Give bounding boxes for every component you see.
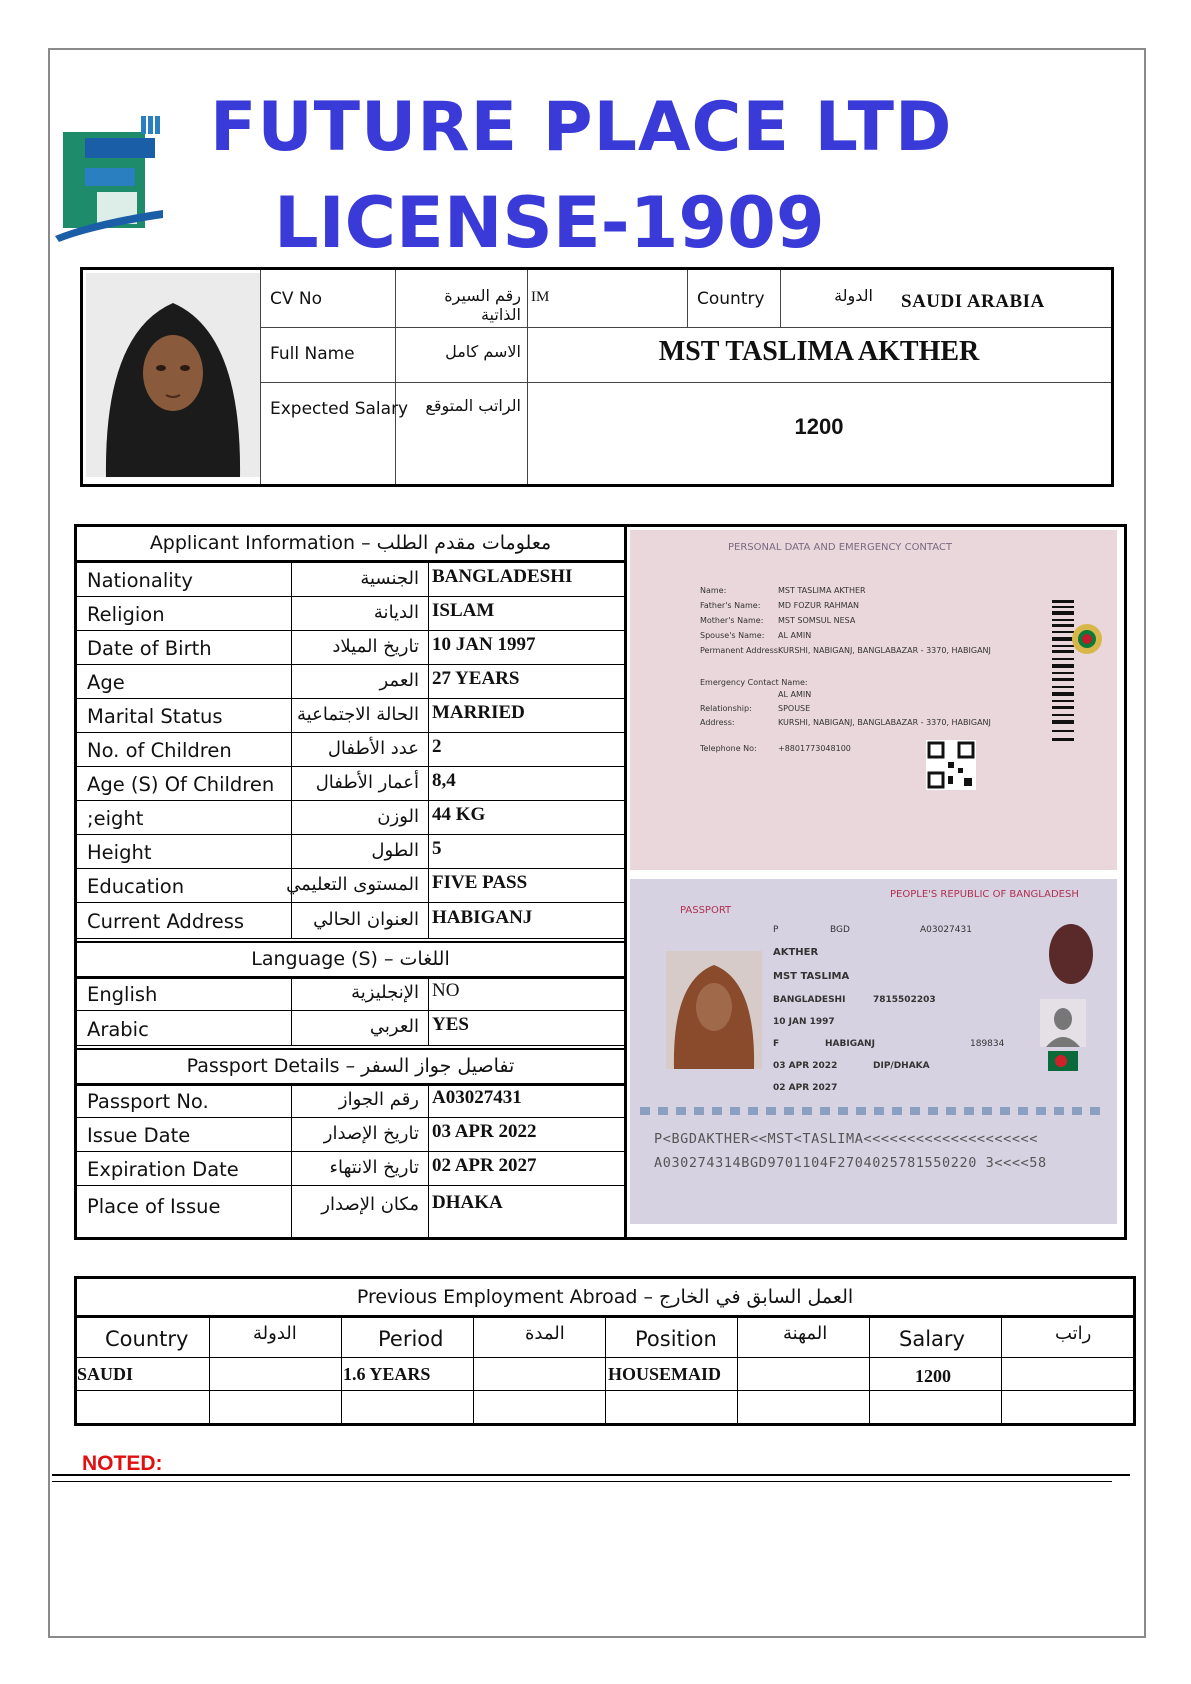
- dob-label-ar: تاريخ الميلاد: [332, 636, 419, 657]
- noted-divider: [52, 1474, 1130, 1476]
- company-logo-icon: [55, 110, 165, 250]
- arabic-label-ar: العربي: [369, 1016, 419, 1037]
- country-value: SAUDI ARABIA: [901, 291, 1045, 312]
- pp-type: P: [773, 925, 779, 935]
- pp-father-label: Father's Name:: [700, 601, 761, 610]
- pp-personal-no: 7815502203: [873, 995, 936, 1005]
- religion-value: ISLAM: [432, 600, 495, 621]
- bangladesh-emblem-icon: [1070, 622, 1104, 656]
- dob-value: 10 JAN 1997: [432, 634, 536, 655]
- current-address-label: Current Address: [87, 910, 245, 933]
- noted-label: NOTED:: [82, 1452, 163, 1475]
- pp-prev-passport: 189834: [970, 1039, 1005, 1049]
- emp-position-header: Position: [635, 1327, 717, 1351]
- expiration-date-label: Expiration Date: [87, 1158, 239, 1181]
- current-address-label-ar: العنوان الحالي: [313, 909, 419, 930]
- religion-label: Religion: [87, 603, 165, 626]
- english-label: English: [87, 983, 158, 1006]
- pp-issue-date: 03 APR 2022: [773, 1061, 838, 1071]
- passport-label: PASSPORT: [680, 905, 732, 916]
- header-info-box: [80, 267, 1114, 487]
- previous-employment-table: [74, 1276, 1136, 1426]
- passport-mrz-line-2: A030274314BGD9701104F2704025781550220 3<<<<58: [654, 1155, 1047, 1171]
- country-label: Country: [697, 289, 765, 309]
- applicant-photo: [86, 273, 261, 477]
- height-label-ar: الطول: [371, 840, 419, 861]
- pp-country-code: BGD: [830, 925, 850, 935]
- children-count-value: 2: [432, 736, 442, 757]
- country-label-ar: الدولة: [834, 286, 873, 305]
- passport-country-header: PEOPLE'S REPUBLIC OF BANGLADESH: [890, 889, 1079, 900]
- emp-country-header: Country: [105, 1327, 189, 1351]
- children-ages-label: Age (S) Of Children: [87, 773, 275, 796]
- expiration-date-label-ar: تاريخ الانتهاء: [329, 1157, 419, 1178]
- pp-authority: DIP/DHAKA: [873, 1061, 930, 1071]
- pp-number: A03027431: [920, 925, 972, 935]
- bangladesh-flag-icon: [1048, 1051, 1078, 1071]
- age-label-ar: العمر: [379, 670, 419, 691]
- marital-status-label-ar: الحالة الاجتماعية: [297, 704, 419, 725]
- height-value: 5: [432, 838, 442, 859]
- full-name-value: MST TASLIMA AKTHER: [658, 336, 980, 367]
- current-address-value: HABIGANJ: [432, 907, 533, 928]
- passport-no-label: Passport No.: [87, 1090, 209, 1113]
- passport-photo: [666, 951, 762, 1069]
- passport-mini-photo: [1040, 999, 1086, 1047]
- emp-salary-header-ar: راتب: [1055, 1323, 1092, 1344]
- nationality-label-ar: الجنسية: [360, 568, 419, 589]
- emp-position-value: HOUSEMAID: [608, 1364, 722, 1384]
- nationality-value: BANGLADESHI: [432, 566, 573, 587]
- cv-no-label-ar: رقم السيرة الذاتية: [444, 286, 521, 324]
- passport-no-value: A03027431: [432, 1087, 522, 1108]
- passport-ghost-photo: [1045, 919, 1097, 989]
- pp-relationship-label: Relationship:: [700, 704, 752, 713]
- education-label-ar: المستوى التعليمي: [286, 874, 419, 895]
- arabic-label: Arabic: [87, 1018, 149, 1041]
- expected-salary-label-ar: الراتب المتوقع: [425, 396, 521, 415]
- place-of-issue-label-ar: مكان الإصدار: [321, 1194, 419, 1215]
- expiration-date-value: 02 APR 2027: [432, 1155, 537, 1176]
- emp-period-header: Period: [378, 1327, 444, 1351]
- religion-label-ar: الديانة: [373, 602, 419, 623]
- previous-employment-title: Previous Employment Abroad – العمل السابق في الخارج: [77, 1279, 1133, 1318]
- pp-em-address-value: KURSHI, NABIGANJ, BANGLABAZAR - 3370, HABIGANJ: [778, 718, 991, 727]
- pp-spouse-value: AL AMIN: [778, 631, 812, 640]
- qr-code-icon: [926, 740, 976, 790]
- pp-dob: 10 JAN 1997: [773, 1017, 835, 1027]
- height-label: Height: [87, 841, 152, 864]
- children-ages-value: 8,4: [432, 770, 456, 791]
- emp-period-header-ar: المدة: [525, 1323, 565, 1344]
- issue-date-label: Issue Date: [87, 1124, 191, 1147]
- english-value: NO: [432, 980, 460, 1001]
- full-name-label-ar: الاسم كامل: [445, 342, 521, 361]
- emp-position-header-ar: المهنة: [783, 1323, 828, 1344]
- weight-label-ar: الوزن: [377, 806, 419, 827]
- pp-relationship-value: SPOUSE: [778, 704, 811, 713]
- pp-name-value: MST TASLIMA AKTHER: [778, 586, 866, 595]
- passport-details-title: Passport Details – تفاصيل جواز السفر: [77, 1048, 624, 1086]
- expected-salary-label: Expected Salary: [270, 399, 409, 419]
- noted-divider-thin: [52, 1481, 1112, 1482]
- issue-date-label-ar: تاريخ الإصدار: [323, 1123, 419, 1144]
- education-label: Education: [87, 875, 185, 898]
- marital-status-label: Marital Status: [87, 705, 223, 728]
- english-label-ar: الإنجليزية: [351, 982, 419, 1003]
- pp-mother-value: MST SOMSUL NESA: [778, 616, 856, 625]
- passport-scan: [627, 524, 1127, 1240]
- emp-period-value: 1.6 YEARS: [343, 1364, 431, 1384]
- place-of-issue-value: DHAKA: [432, 1192, 503, 1213]
- pp-em-address-label: Address:: [700, 718, 735, 727]
- pp-emergency-label: Emergency Contact Name:: [700, 678, 808, 687]
- children-count-label-ar: عدد الأطفال: [327, 738, 419, 759]
- cv-no-value: IM: [531, 289, 550, 305]
- issue-date-value: 03 APR 2022: [432, 1121, 537, 1142]
- pp-nationality: BANGLADESHI: [773, 995, 846, 1005]
- dob-label: Date of Birth: [87, 637, 212, 660]
- company-name: FUTURE PLACE LTD: [210, 88, 953, 167]
- pp-address-value: KURSHI, NABIGANJ, BANGLABAZAR - 3370, HABIGANJ: [778, 646, 991, 655]
- pp-name-label: Name:: [700, 586, 727, 595]
- passport-bio-page: [630, 879, 1117, 1224]
- pp-telephone-value: +8801773048100: [778, 744, 851, 753]
- pp-expiry-date: 02 APR 2027: [773, 1083, 838, 1093]
- emp-country-value: SAUDI: [77, 1364, 134, 1384]
- license-number: LICENSE-1909: [274, 182, 825, 264]
- pp-father-value: MD FOZUR RAHMAN: [778, 601, 860, 610]
- language-title: Language (S) – اللغات: [77, 941, 624, 979]
- weight-value: 44 KG: [432, 804, 486, 825]
- pp-emergency-value: AL AMIN: [778, 690, 812, 699]
- pp-given-name: MST TASLIMA: [773, 971, 850, 982]
- applicant-info-title: Applicant Information – معلومات مقدم الطلب: [77, 527, 624, 563]
- weight-label: ;eight: [87, 807, 144, 830]
- passport-security-strip: [640, 1107, 1107, 1115]
- pp-telephone-label: Telephone No:: [700, 744, 757, 753]
- cv-no-label: CV No: [270, 289, 323, 309]
- passport-data-title: PERSONAL DATA AND EMERGENCY CONTACT: [728, 542, 953, 553]
- nationality-label: Nationality: [87, 569, 193, 592]
- emp-salary-value: 1200: [915, 1366, 951, 1386]
- age-label: Age: [87, 671, 125, 694]
- pp-birthplace: HABIGANJ: [825, 1039, 875, 1049]
- marital-status-value: MARRIED: [432, 702, 525, 723]
- arabic-value: YES: [432, 1014, 469, 1035]
- age-value: 27 YEARS: [432, 668, 520, 689]
- passport-mrz-line-1: P<BGDAKTHER<<MST<TASLIMA<<<<<<<<<<<<<<<<<<<<: [654, 1131, 1039, 1147]
- children-ages-label-ar: أعمار الأطفال: [315, 772, 419, 793]
- place-of-issue-label: Place of Issue: [87, 1195, 221, 1218]
- applicant-info-table: [74, 524, 627, 1240]
- education-value: FIVE PASS: [432, 872, 528, 893]
- passport-no-label-ar: رقم الجواز: [338, 1089, 419, 1110]
- expected-salary-value: 1200: [794, 414, 844, 439]
- children-count-label: No. of Children: [87, 739, 232, 762]
- emp-country-header-ar: الدولة: [253, 1323, 297, 1344]
- emp-salary-header: Salary: [899, 1327, 965, 1351]
- pp-spouse-label: Spouse's Name:: [700, 631, 765, 640]
- full-name-label: Full Name: [270, 344, 355, 364]
- pp-address-label: Permanent Address:: [700, 646, 781, 655]
- pp-sex: F: [773, 1039, 780, 1049]
- passport-data-page: [630, 530, 1117, 870]
- pp-surname: AKTHER: [773, 947, 819, 958]
- pp-mother-label: Mother's Name:: [700, 616, 764, 625]
